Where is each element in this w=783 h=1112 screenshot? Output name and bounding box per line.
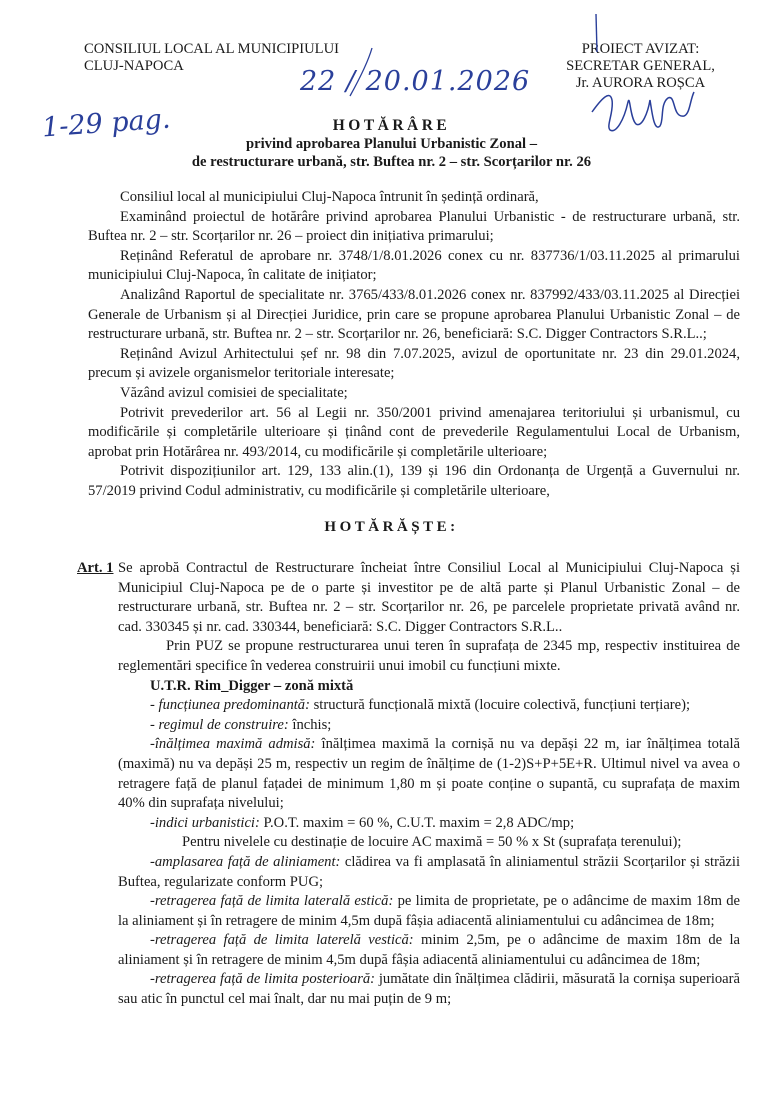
rule-label: -înălțimea maximă admisă: <box>150 736 316 753</box>
preamble-paragraph: Examinând proiectul de hotărâre privind aprobarea Planului Urbanistic - de restructurare urbană, str. Buftea nr. 2 – str. Scorțarilor nr. 26 – proiect din inițiativa primarului; <box>88 208 740 245</box>
rule-label: - regimul de construire: <box>150 716 289 733</box>
document-title: HOTĂRÂRE <box>332 117 451 134</box>
article-1-label: Art. 1 <box>77 560 114 576</box>
approval-line-2: SECRETAR GENERAL, <box>566 58 715 74</box>
rule-text: înălțimea maximă la cornișă nu va depăși 22 m, iar înălțimea totală (maximă) nu va depăși 25 m, respectiv un regim de înălțime de (1-2)S+P+5E+R. Ultimul nivel va avea o retragere față de planul fațadei de minimum 1,80 m și poate conține o supantă, cu suprafața de maxim 40% din suprafața nivelului; <box>118 736 740 812</box>
puz-paragraph: Prin PUZ se propune restructurarea unui teren în suprafața de 2345 mp, respectiv instituirea de reglementări specifice în vederea construirii unui imobil cu funcțiuni mixte. <box>118 638 740 674</box>
preamble-paragraph: Potrivit prevederilor art. 56 al Legii nr. 350/2001 privind amenajarea teritoriului și urbanismul, cu modificările și completările ulterioare și ținând cont de prevederile Regulamentului Local de Urbanism, aprobat prin Hotărârea nr. 493/2014, cu modificările și completările ulterioare; <box>88 404 740 460</box>
rule-item <box>118 853 740 892</box>
preamble-paragraph: Reținând Referatul de aprobare nr. 3748/1/8.01.2026 conex cu nr. 837736/1/03.11.2025 al primarului municipiului Cluj-Napoca, în calitate de inițiator; <box>88 247 740 284</box>
rule-item <box>118 931 740 970</box>
preamble-paragraph: Consiliul local al municipiului Cluj-Napoca întrunit în ședință ordinară, <box>120 189 539 205</box>
preamble-paragraph: Analizând Raportul de specialitate nr. 3765/433/8.01.2026 conex nr. 837992/433/03.11.2025 al Direcției Generale de Urbanism și al Direcției Juridice, prin care se propune aprobarea Planului Urbanistic Zonal – de restructurare urbană, str. Buftea nr. 2 – str. Scorțarilor nr. 26, beneficiară: S.C. Digger Contractors S.R.L..; <box>88 286 740 343</box>
rule-label: -retragerea față de limita laterelă vestică: <box>150 932 414 949</box>
rule-item <box>118 735 740 813</box>
council-line-1: CONSILIUL LOCAL AL MUNICIPIULUI <box>84 41 339 57</box>
rule-label: - funcțiunea predominantă: <box>150 697 310 714</box>
approval-line-3: Jr. AURORA ROȘCA <box>575 75 706 91</box>
rule-text: închis; <box>288 716 332 733</box>
decision-heading: HOTĂRĂȘTE: <box>324 519 459 535</box>
rule-label: -retragerea față de limita posterioară: <box>150 971 376 988</box>
approval-line-1: PROIECT AVIZAT: <box>581 41 700 57</box>
rule-text: structură funcțională mixtă (locuire colectivă, funcțiuni terțiare); <box>309 697 691 714</box>
rule-text: clădirea va fi amplasată în aliniamentul străzii Scorțarilor și străzii Buftea, regularizate conform PUG; <box>118 853 741 890</box>
rule-label: -indici urbanistici: <box>150 814 260 831</box>
preamble <box>88 188 740 502</box>
rule-item <box>118 814 740 834</box>
signature-tick <box>596 14 597 52</box>
preamble-paragraph: Potrivit dispozițiunilor art. 129, 133 alin.(1), 139 și 196 din Ordonanța de Urgență a Guvernului nr. 57/2019 privind Codul administrativ, cu modificările și completările ulterioare, <box>88 463 740 499</box>
title-line-2: de restructurare urbană, str. Buftea nr. 2 – str. Scorțarilor nr. 26 <box>191 154 592 170</box>
council-line-2: CLUJ-NAPOCA <box>84 58 184 74</box>
rule-item <box>118 716 740 736</box>
utr-heading: U.T.R. Rim_Digger – zonă mixtă <box>150 677 354 694</box>
rule-item <box>118 970 740 1009</box>
preamble-paragraph: Reținând Avizul Arhitectului șef nr. 98 din 7.07.2025, avizul de oportunitate nr. 23 din 29.01.2024, precum și avizele organismelor teritoriale interesate; <box>88 345 740 382</box>
page-count: 1-29 pag. <box>41 103 172 144</box>
registration-number: 22 / 20.01.2026 <box>300 66 531 97</box>
rule-text: P.O.T. maxim = 60 %, C.U.T. maxim = 2,8 ADC/mp; <box>259 814 575 831</box>
rule-label: -retragerea față de limita laterală estică: <box>150 893 394 910</box>
ac-note: Pentru nivelele cu destinație de locuire AC maximă = 50 % x St (suprafața terenului); <box>182 834 682 851</box>
rule-text: pe limita de proprietate, pe o adâncime de maxim 18m de la aliniament și în retragere de minim 4,5m după fâșia adiacentă aliniamentului cu adâncimea de 18m; <box>118 893 741 929</box>
rule-item <box>118 892 740 931</box>
preamble-paragraph: Văzând avizul comisiei de specialitate; <box>120 384 348 401</box>
rule-label: -amplasarea față de aliniament: <box>150 853 341 870</box>
rule-item <box>118 696 740 716</box>
rule-text: jumătate din înălțimea clădirii, măsurată la cornișa superioară sau atic în punctul cel mai înalt, dar nu mai puțin de 9 m; <box>118 971 740 1008</box>
title-line-1: privind aprobarea Planului Urbanistic Zonal – <box>246 136 537 152</box>
article-1-text: Se aprobă Contractul de Restructurare încheiat între Consiliul Local al Municipiului Cluj-Napoca și Municipiul Cluj-Napoca pe de o parte și investitor pe de altă parte și Planul Urbanistic Zonal – de restructurare urbană, str. Buftea nr. 2 – str. Scorțarilor nr. 26, pe parcelele proprietate privată având nr. cad. 330345 și nr. cad. 330344, beneficiară: S.C. Digger Contractors S.R.L.. <box>118 560 740 635</box>
rule-text: minim 2,5m, pe o adâncime de maxim 18m de la aliniament și în retragere de minim 4,5m după fâșia adiacentă aliniamentului cu adâncimea de 18m; <box>118 932 740 968</box>
article-1-body <box>118 559 740 1010</box>
